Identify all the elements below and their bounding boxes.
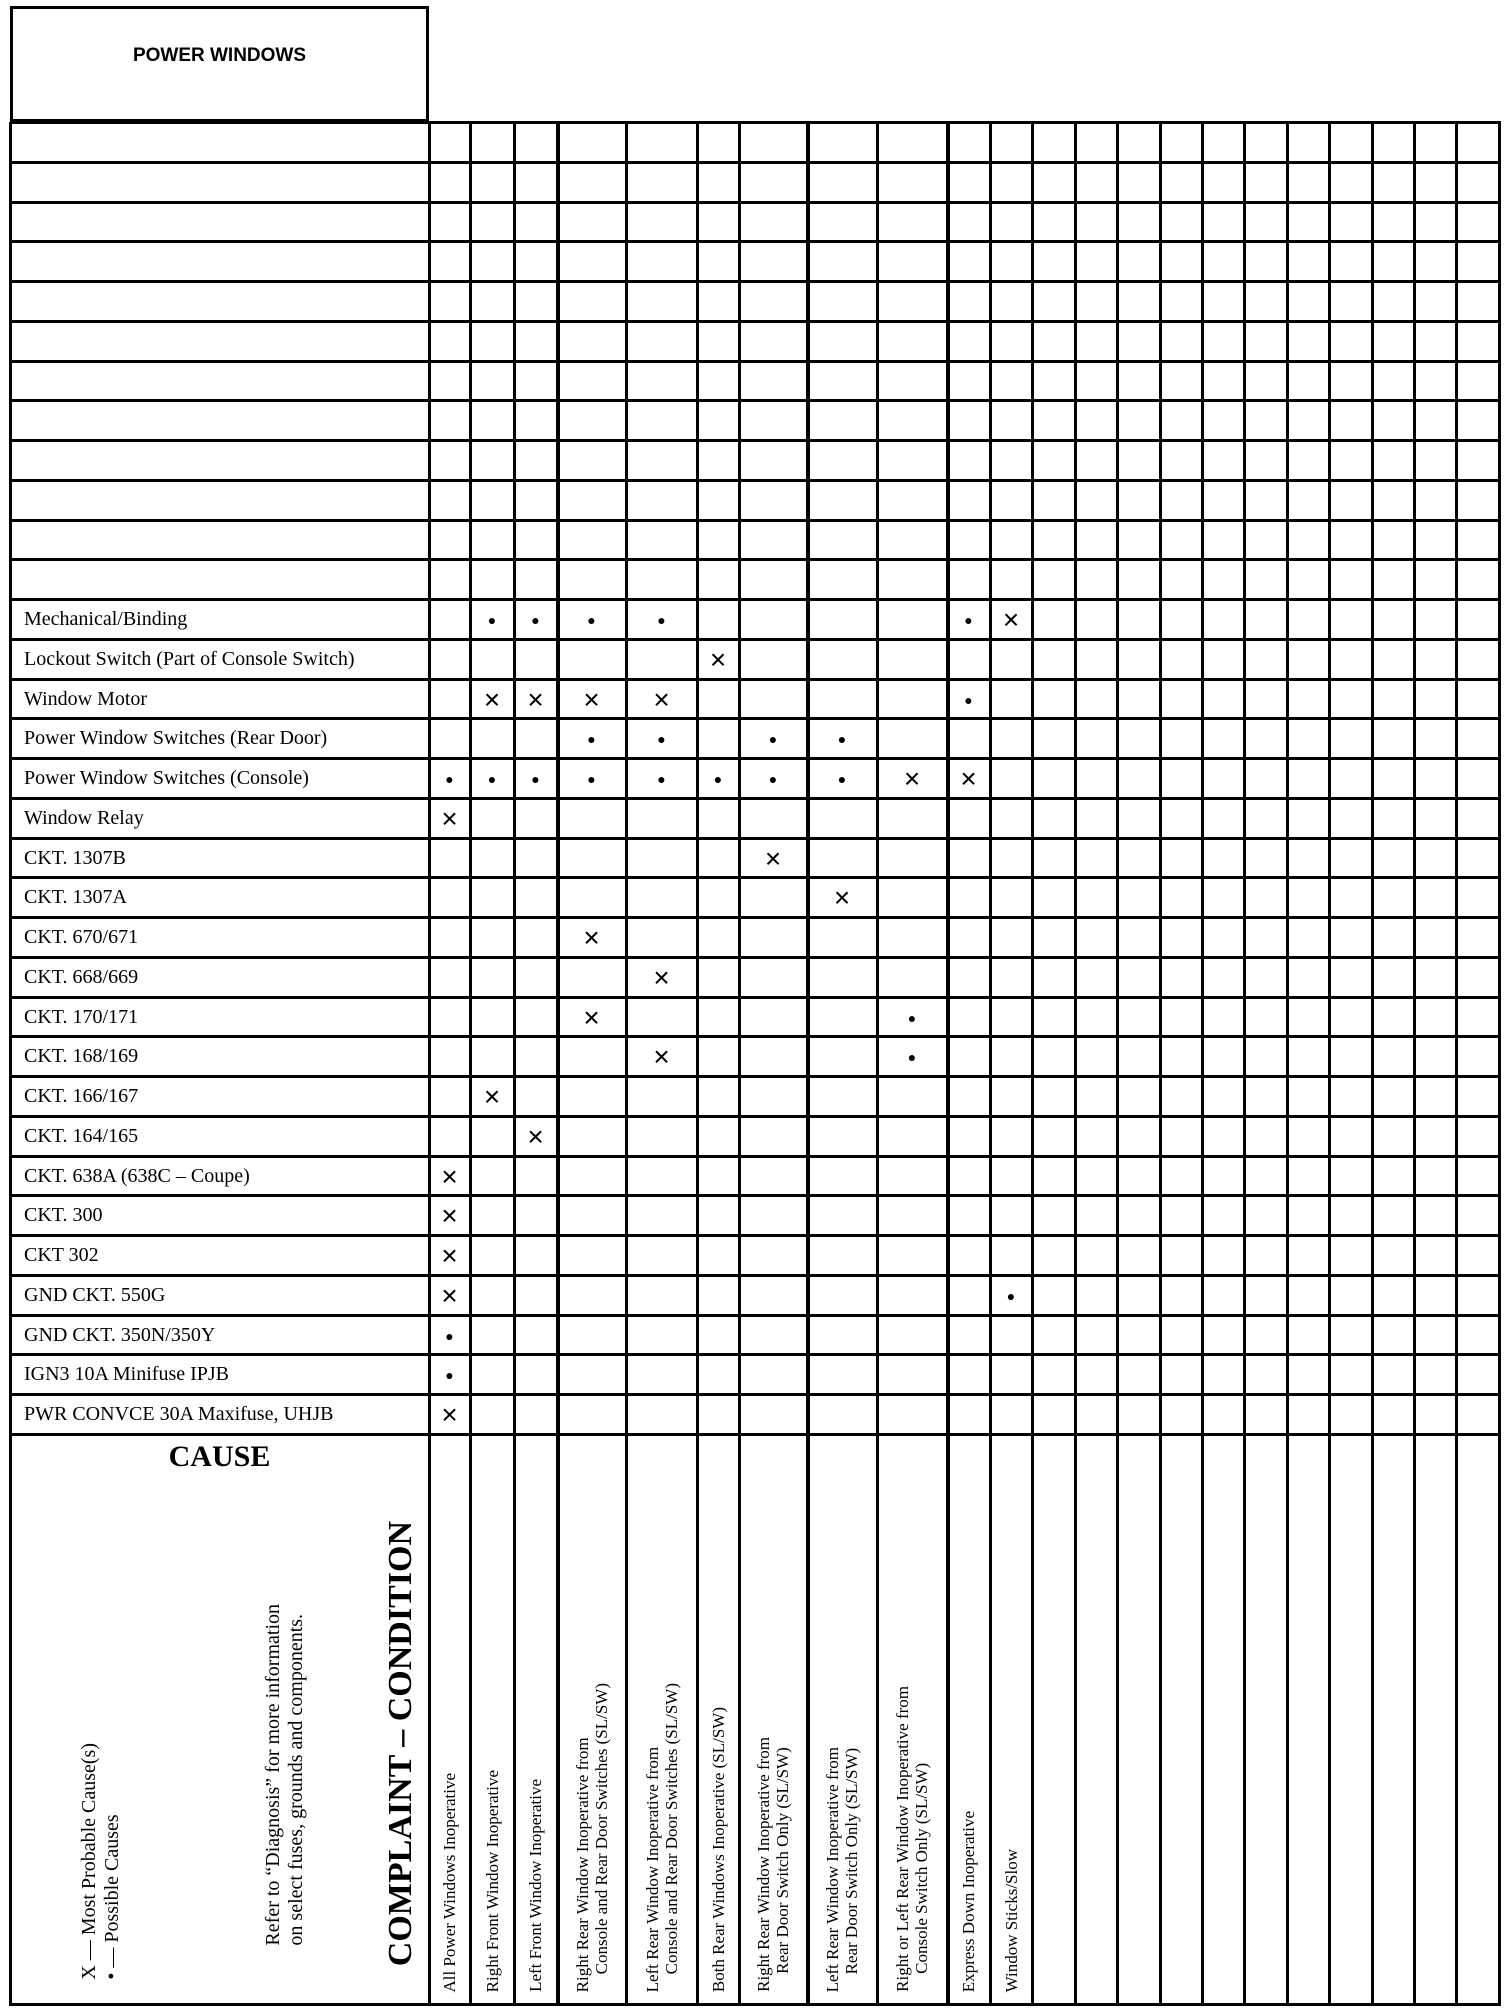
column-divider [469,122,472,2006]
row-divider [10,519,1501,522]
row-divider [10,1035,1501,1038]
condition-label-line: Window Sticks/Slow [1001,1848,1021,1992]
most-probable-cause-mark: × [960,763,977,794]
diagnosis-note [262,1604,308,1946]
column-divider [556,122,560,2006]
row-divider [10,996,1501,999]
column-divider [428,122,431,2006]
row-divider [10,121,1501,124]
condition-label-line: Rear Door Switch Only (SL/SW) [773,1747,792,1974]
row-divider [10,479,1501,482]
possible-cause-mark: ● [531,771,540,787]
column-divider [1286,122,1289,2006]
most-probable-cause-mark: × [527,1121,544,1152]
row-divider [10,916,1501,919]
most-probable-cause-mark: × [483,683,501,715]
column-divider [1074,122,1077,2006]
cause-label: Lockout Switch (Part of Console Switch) [24,648,355,670]
condition-label-line: Right Rear Window Inoperative from [572,1737,592,1992]
possible-cause-mark: ● [657,731,666,747]
condition-label [526,1779,545,1992]
row-divider [10,1274,1501,1277]
row-divider [10,717,1501,720]
column-divider [1371,122,1374,2006]
row-divider [10,320,1501,323]
condition-label-line: Right Rear Window Inoperative from [754,1737,773,1992]
possible-cause-mark: ● [587,731,596,747]
row-divider [10,837,1501,840]
condition-label-line: Console and Rear Door Switches (SL/SW) [591,1682,611,1974]
row-divider [10,1393,1501,1396]
cause-label: CKT. 166/167 [24,1085,139,1107]
possible-cause-mark: ● [1006,1288,1016,1304]
row-divider [10,558,1501,561]
column-divider [1031,122,1034,2006]
condition-label [440,1773,459,1993]
most-probable-cause-mark: × [441,1200,458,1231]
possible-cause-mark: ● [445,1367,454,1383]
cause-label: PWR CONVCE 30A Maxifuse, UHJB [24,1403,334,1425]
column-divider [1455,122,1458,2006]
most-probable-cause-mark: × [653,1041,670,1072]
row-divider [10,797,1501,800]
row-divider [10,280,1501,283]
row-divider [10,638,1501,641]
possible-cause-mark: ● [964,612,973,628]
possible-cause-mark: ● [837,771,847,787]
possible-cause-mark: ● [587,771,596,787]
cause-label: Power Window Switches (Console) [24,767,309,789]
possible-cause-mark: ● [713,771,723,787]
row-divider [10,1075,1501,1078]
column-divider [1498,122,1501,2006]
row-divider [10,240,1501,243]
column-divider [1243,122,1246,2006]
most-probable-cause-mark: × [709,644,727,675]
condition-label-line: Express Down Inoperative [959,1810,978,1992]
cause-heading: CAUSE [168,1440,271,1473]
possible-cause-mark: ● [837,731,847,747]
row-divider [10,1194,1501,1197]
most-probable-cause-mark: × [583,683,600,715]
title-box [10,6,429,122]
most-probable-cause-mark: × [903,763,921,794]
column-divider [1328,122,1331,2006]
condition-label [893,1686,931,1992]
cause-label: CKT. 638A (638C – Coupe) [24,1165,250,1187]
condition-label [823,1747,861,1992]
most-probable-cause-mark: × [441,1160,458,1192]
possible-cause-mark: ● [531,612,540,628]
note-line-1: Refer to “Diagnosis” for more information [262,1604,284,1946]
cause-label: CKT. 1307B [24,847,126,869]
condition-label-line: Left Front Window Inoperative [526,1779,545,1992]
column-divider [513,122,516,2006]
column-divider [806,122,810,2006]
row-divider [10,956,1501,959]
cause-label: GND CKT. 350N/350Y [24,1324,216,1346]
most-probable-cause-mark: × [441,1280,458,1311]
legend [78,1743,124,1980]
condition-label [643,1683,681,1992]
cause-label: CKT. 168/169 [24,1045,139,1067]
possible-cause-mark: ● [768,731,778,747]
condition-label [1002,1849,1021,1992]
most-probable-cause-mark: × [441,803,458,834]
complaint-heading: COMPLAINT – CONDITION [382,1520,419,1966]
most-probable-cause-mark: × [483,1081,501,1112]
cause-label: Window Motor [24,688,148,710]
cause-label: CKT. 668/669 [24,966,139,988]
most-probable-cause-mark: × [764,842,782,874]
possible-cause-mark: ● [487,612,497,628]
row-divider [10,1433,1501,1436]
condition-label [709,1707,728,1992]
most-probable-cause-mark: × [653,683,670,715]
condition-label [959,1811,978,1992]
row-divider [10,757,1501,760]
possible-cause-mark: ● [907,1009,917,1026]
condition-label [483,1770,502,1992]
possible-cause-mark: ● [907,1049,917,1065]
row-divider [10,360,1501,363]
column-divider [1201,122,1204,2006]
column-divider [738,122,741,2006]
condition-label-line: All Power Windows Inoperative [440,1772,459,1992]
most-probable-cause-mark: × [1002,604,1020,635]
condition-label-line: Left Rear Window Inoperative from [823,1746,842,1992]
chart-title: POWER WINDOWS [132,45,307,66]
condition-label-line: Both Rear Windows Inoperative (SL/SW) [708,1706,728,1992]
condition-label [754,1737,792,1992]
possible-cause-mark: ● [657,612,666,628]
cause-label: Mechanical/Binding [24,608,188,630]
cause-label: CKT. 164/165 [24,1125,139,1147]
row-divider [10,1155,1501,1158]
condition-label-line: Right or Left Rear Window Inoperative from [893,1686,912,1992]
most-probable-cause-mark: × [583,1001,600,1033]
column-divider [946,122,950,2006]
possible-cause-mark: ● [445,771,454,787]
legend-dot: • — Possible Causes [101,1814,123,1980]
row-divider [10,201,1501,204]
most-probable-cause-mark: × [441,1399,458,1430]
most-probable-cause-mark: × [653,962,670,993]
cause-label: IGN3 10A Minifuse IPJB [24,1363,230,1385]
row-divider [10,876,1501,879]
most-probable-cause-mark: × [441,1240,458,1271]
cause-label: CKT. 670/671 [24,926,139,948]
column-divider [1159,122,1162,2006]
column-divider [989,122,992,2006]
column-divider [1413,122,1416,2006]
column-divider [9,122,12,2006]
row-divider [10,678,1501,681]
cause-label: CKT 302 [24,1244,99,1266]
condition-label-line: Right Front Window Inoperative [482,1769,502,1992]
cause-label: Power Window Switches (Rear Door) [24,727,328,749]
legend-x: X — Most Probable Cause(s) [78,1743,100,1980]
condition-label [573,1683,611,1992]
column-divider [696,122,699,2006]
most-probable-cause-mark: × [583,922,600,953]
possible-cause-mark: ● [768,771,778,787]
possible-cause-mark: ● [445,1327,454,1344]
cause-label: CKT. 170/171 [24,1006,139,1028]
possible-cause-mark: ● [587,612,596,628]
possible-cause-mark: ● [657,771,666,787]
column-divider [876,122,879,2006]
row-divider [10,1234,1501,1237]
cause-label: Window Relay [24,807,144,829]
column-divider [625,122,628,2006]
most-probable-cause-mark: × [527,683,544,715]
column-divider [1116,122,1119,2006]
cause-label: CKT. 300 [24,1204,103,1226]
row-divider [10,439,1501,442]
most-probable-cause-mark: × [833,882,851,913]
row-divider [10,2003,1501,2006]
row-divider [10,1314,1501,1317]
note-line-2: on select fuses, grounds and components. [285,1614,307,1946]
row-divider [10,598,1501,601]
condition-label-line: Console and Rear Door Switches (SL/SW) [661,1682,681,1974]
cause-label: CKT. 1307A [24,886,127,908]
condition-label-line: Left Rear Window Inoperative from [642,1746,662,1992]
condition-label-line: Rear Door Switch Only (SL/SW) [842,1747,861,1974]
possible-cause-mark: ● [487,771,497,787]
row-divider [10,161,1501,164]
cause-label: GND CKT. 550G [24,1284,166,1306]
row-divider [10,1115,1501,1118]
condition-label-line: Console Switch Only (SL/SW) [912,1762,931,1974]
possible-cause-mark: ● [964,691,973,708]
row-divider [10,1353,1501,1356]
row-divider [10,399,1501,402]
